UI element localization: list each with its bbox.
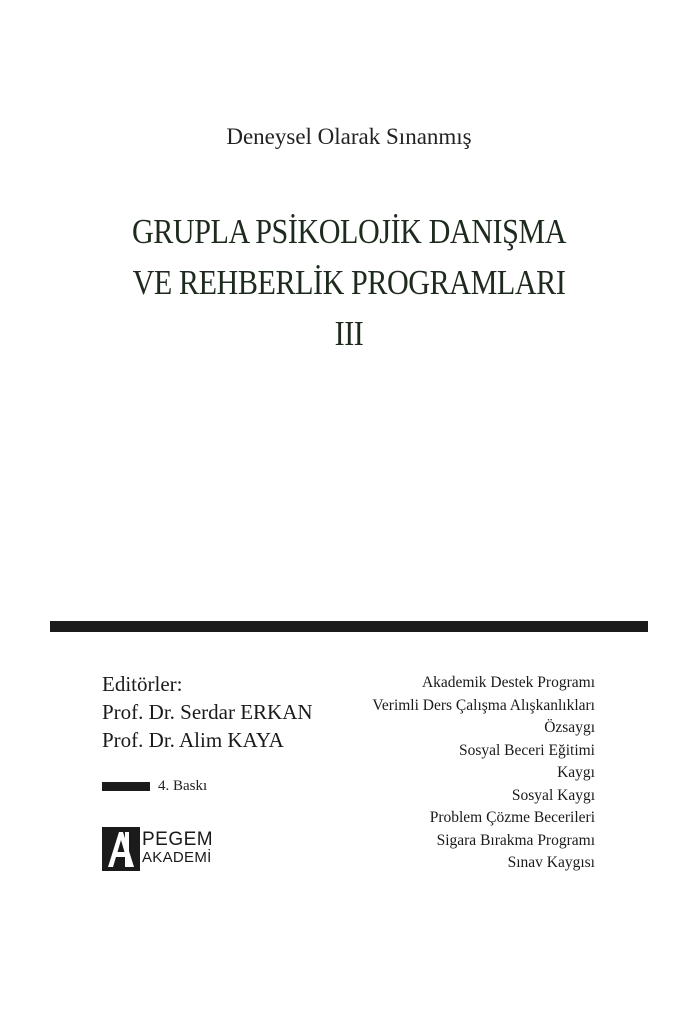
editors-block: [102, 670, 313, 754]
publisher-line-2: AKADEMİ: [142, 849, 212, 866]
list-item: Sosyal Kaygı: [511, 786, 595, 804]
publisher-line-1: PEGEM: [142, 829, 214, 850]
list-item: Kaygı: [557, 764, 595, 781]
list-item: Sosyal Beceri Eğitimi: [458, 741, 595, 759]
cover-subtitle: Deneysel Olarak Sınanmış: [226, 124, 472, 149]
edition-bar: [102, 782, 150, 791]
publisher-logo: [102, 826, 213, 872]
editors-label: Editörler:: [102, 672, 183, 696]
edition-label: 4. Baskı: [158, 777, 208, 794]
editor-name: Prof. Dr. Serdar ERKAN: [102, 700, 313, 724]
list-item: Sınav Kaygısı: [507, 854, 595, 871]
edition-info: [102, 776, 207, 796]
list-item: Sigara Bırakma Programı: [436, 831, 595, 849]
list-item: Özsaygı: [544, 719, 595, 736]
program-list: [372, 672, 595, 875]
list-item: Akademik Destek Programı: [421, 674, 595, 691]
publisher-name: [142, 831, 213, 867]
list-item: Verimli Ders Çalışma Alışkanlıkları: [372, 696, 595, 714]
title-line-2: VE REHBERLİK PROGRAMLARI: [132, 263, 566, 302]
title-line-3: III: [334, 314, 364, 353]
title-line-1: GRUPLA PSİKOLOJİK DANIŞMA: [131, 212, 567, 251]
list-item: Problem Çözme Becerileri: [429, 809, 595, 826]
pegem-a-logo-icon: [102, 827, 140, 871]
cover-title: [49, 206, 649, 359]
divider-rule: [50, 621, 648, 632]
editor-name: Prof. Dr. Alim KAYA: [102, 728, 284, 752]
